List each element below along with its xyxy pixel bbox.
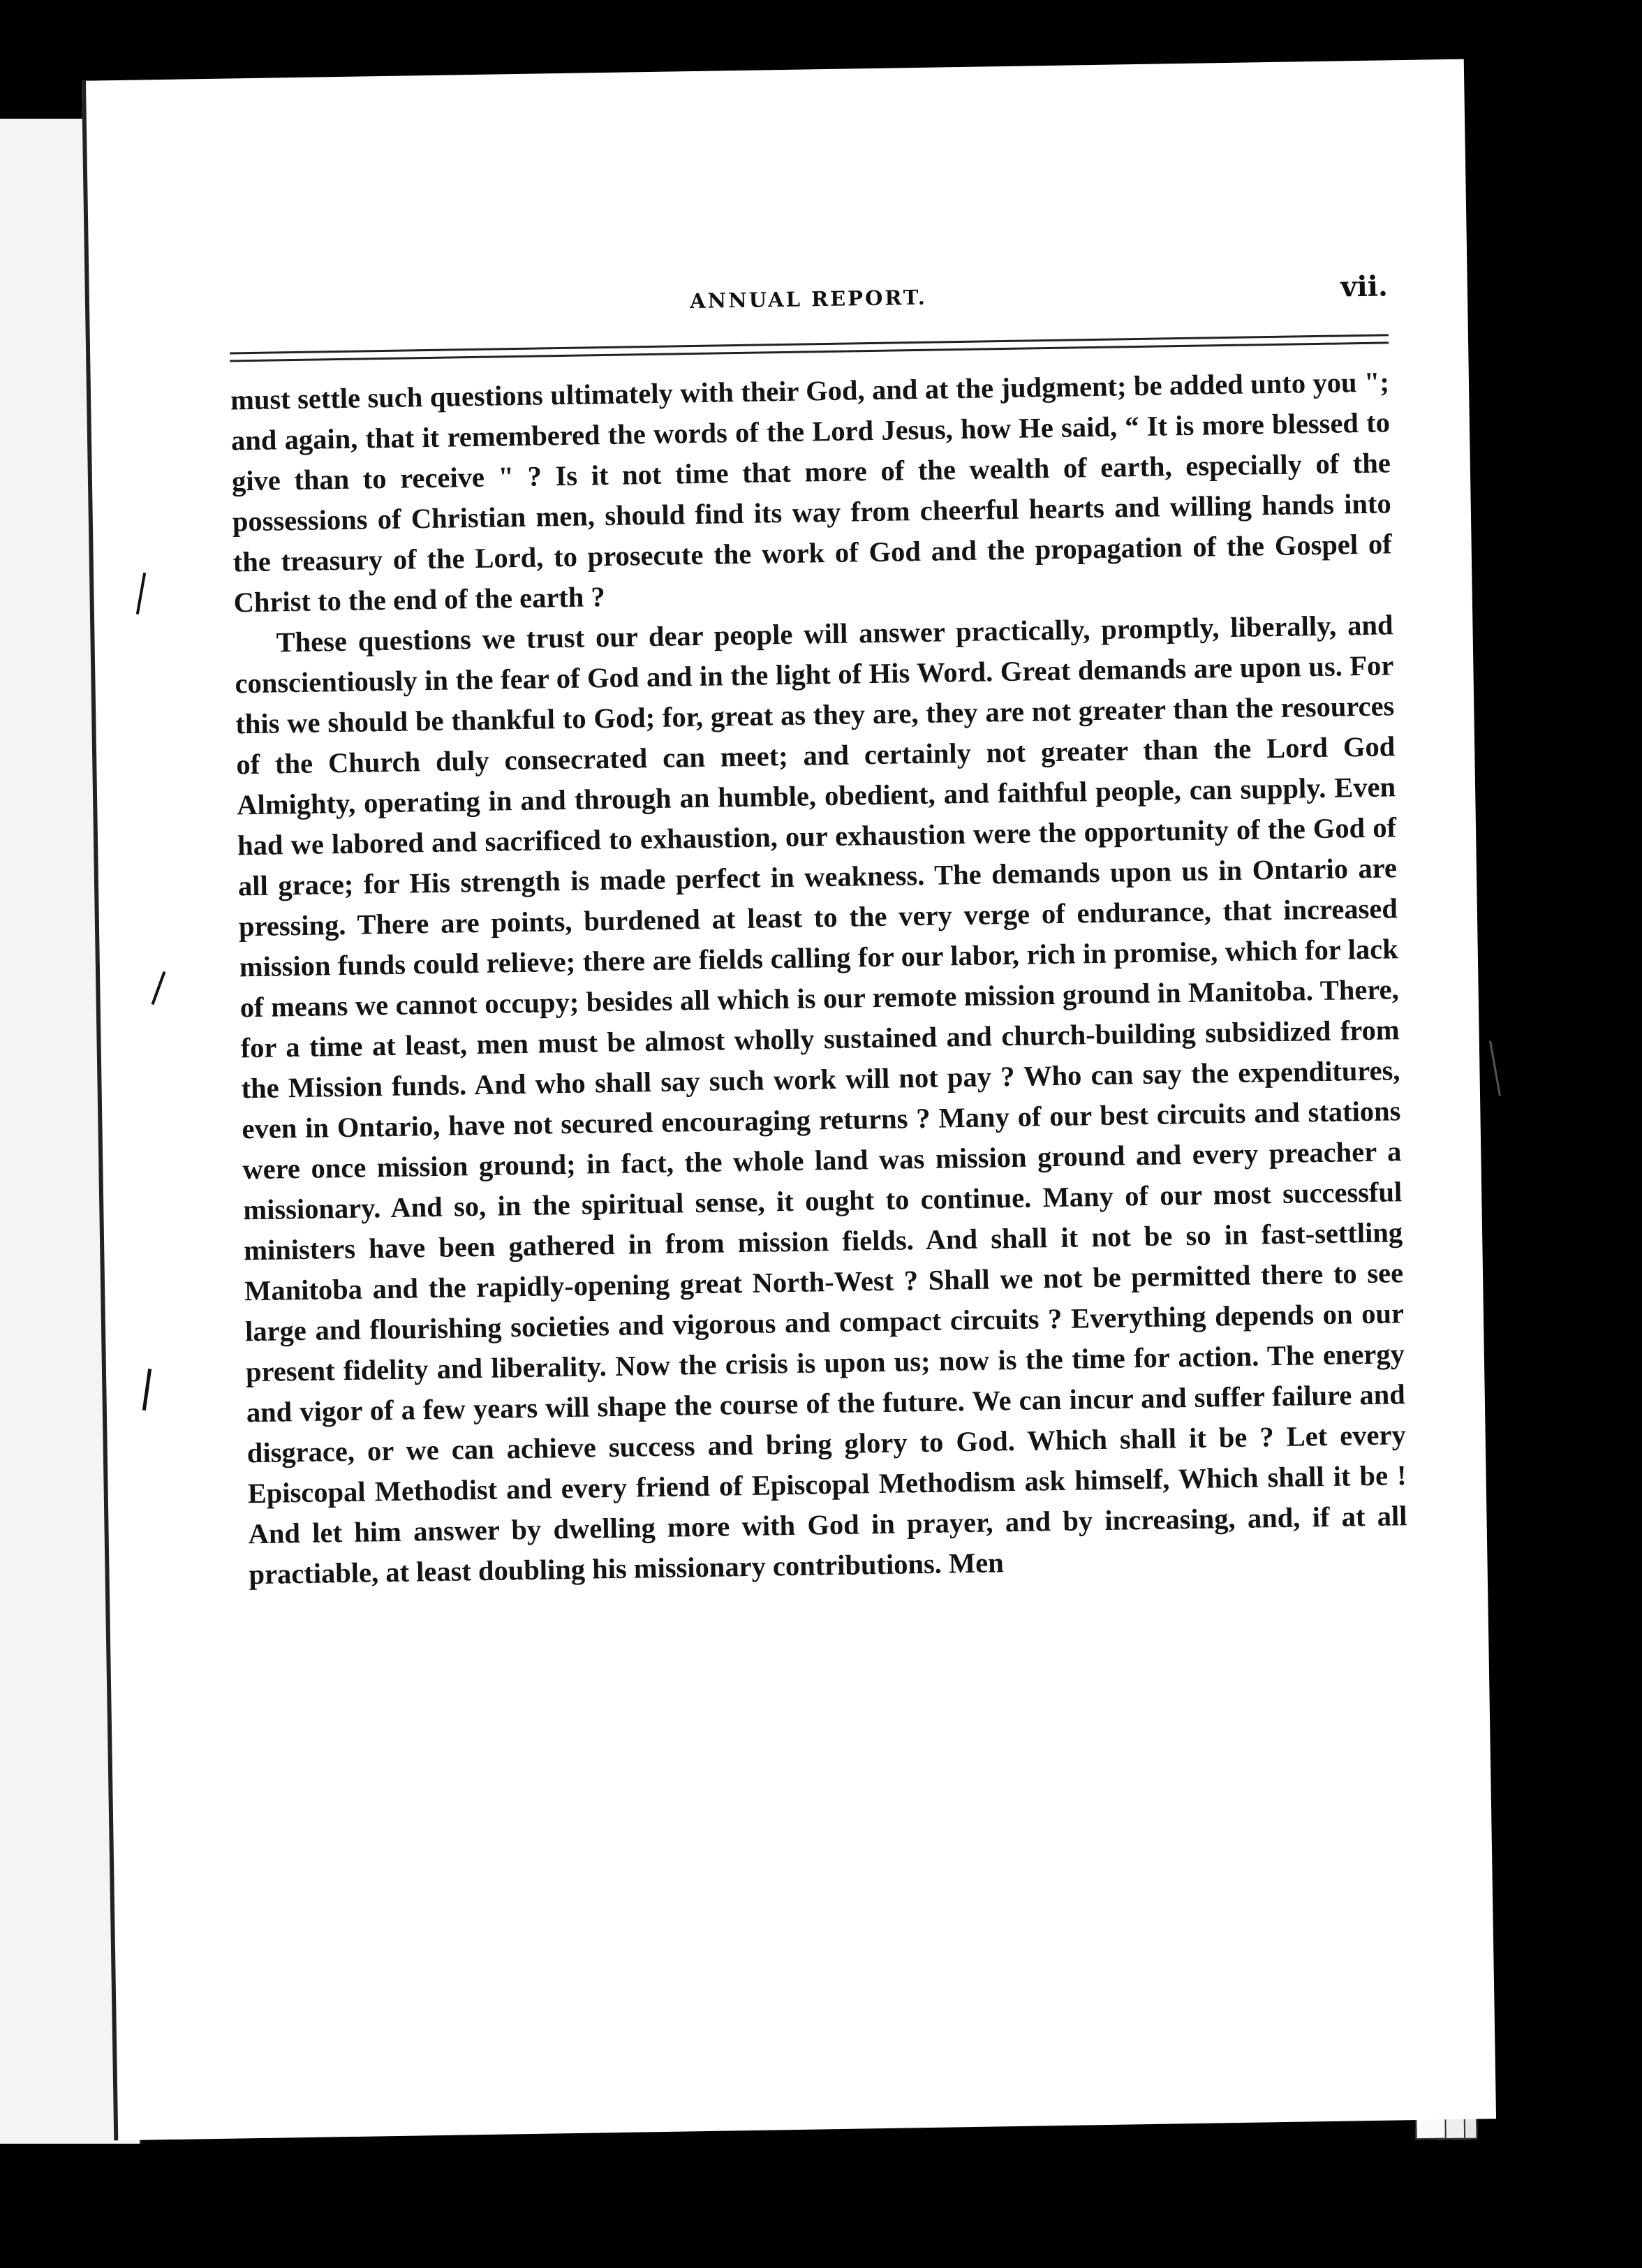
book-page — [82, 59, 1496, 2141]
page-number: vii. — [1340, 270, 1389, 304]
body-text — [230, 362, 1408, 1595]
paragraph: These questions we trust our dear people will answer practically, promptly, liberally, and conscientiously in the fear of God and in the light of His Word. Great demands are upon us. For this we should be thankful to God; for, great as they are, they are not greater than the resources of the Church duly consecrated can meet; and certainly not greater than the Lord God Almighty, operating in and through an humble, obedient, and faithful people, can supply. Even had we labored and sacrificed to exhaustion, our exhaustion were the opportunity of the God of all grace; for His strength is made perfect in weakness. The demands upon us in Ontario are pressing. There are points, burdened at least to the very verge of endurance, that increased mission funds could relieve; there are fields calling for our labor, rich in promise, which for lack of means we cannot occupy; besides all which is our remote mission ground in Manitoba. There, for a time at least, men must be almost wholly sustained and church-building subsidized from the Mission funds. And who shall say such work will not pay ? Who can say the expenditures, even in Ontario, have not secured encouraging returns ? Many of our best circuits and stations were once mission ground; in fact, the whole land was mission ground and every preacher a missionary. And so, in the spiritual sense, it ought to continue. Many of our most successful ministers have been gathered in from mission fields. And shall it not be so in fast-settling Manitoba and the rapidly-opening great North-West ? Shall we not be permitted there to see large and flourishing societies and vigorous and compact circuits ? Everything depends on our present fidelity and liberality. Now the crisis is upon us; now is the time for action. The energy and vigor of a few years will shape the course of the future. We can incur and suffer failure and disgrace, or we can achieve success and bring glory to God. Which shall it be ? Let every Episcopal Methodist and every friend of Episcopal Methodism ask himself, Which shall it be ! And let him answer by dwelling more with God in prayer, and by increasing, and, if at all practiable, at least doubling his missionary contributions. Men — [235, 609, 1407, 1591]
running-title: ANNUAL REPORT. — [689, 285, 928, 314]
running-head — [229, 270, 1389, 344]
scan-mark — [1489, 1040, 1501, 1096]
paragraph: must settle such questions ultimately with their God, and at the judgment; be added unto you "; and again, that it remembered the words of the Lord Jesus, how He said, “ It is more blessed to give than to receive " ? Is it not time that more of the wealth of earth, especially of the possessions of Christian men, should find its way from cheerful hearts and willing hands into the treasury of the Lord, to prosecute the work of God and the propagation of the Gospel of Christ to the end of the earth ? — [230, 366, 1392, 619]
